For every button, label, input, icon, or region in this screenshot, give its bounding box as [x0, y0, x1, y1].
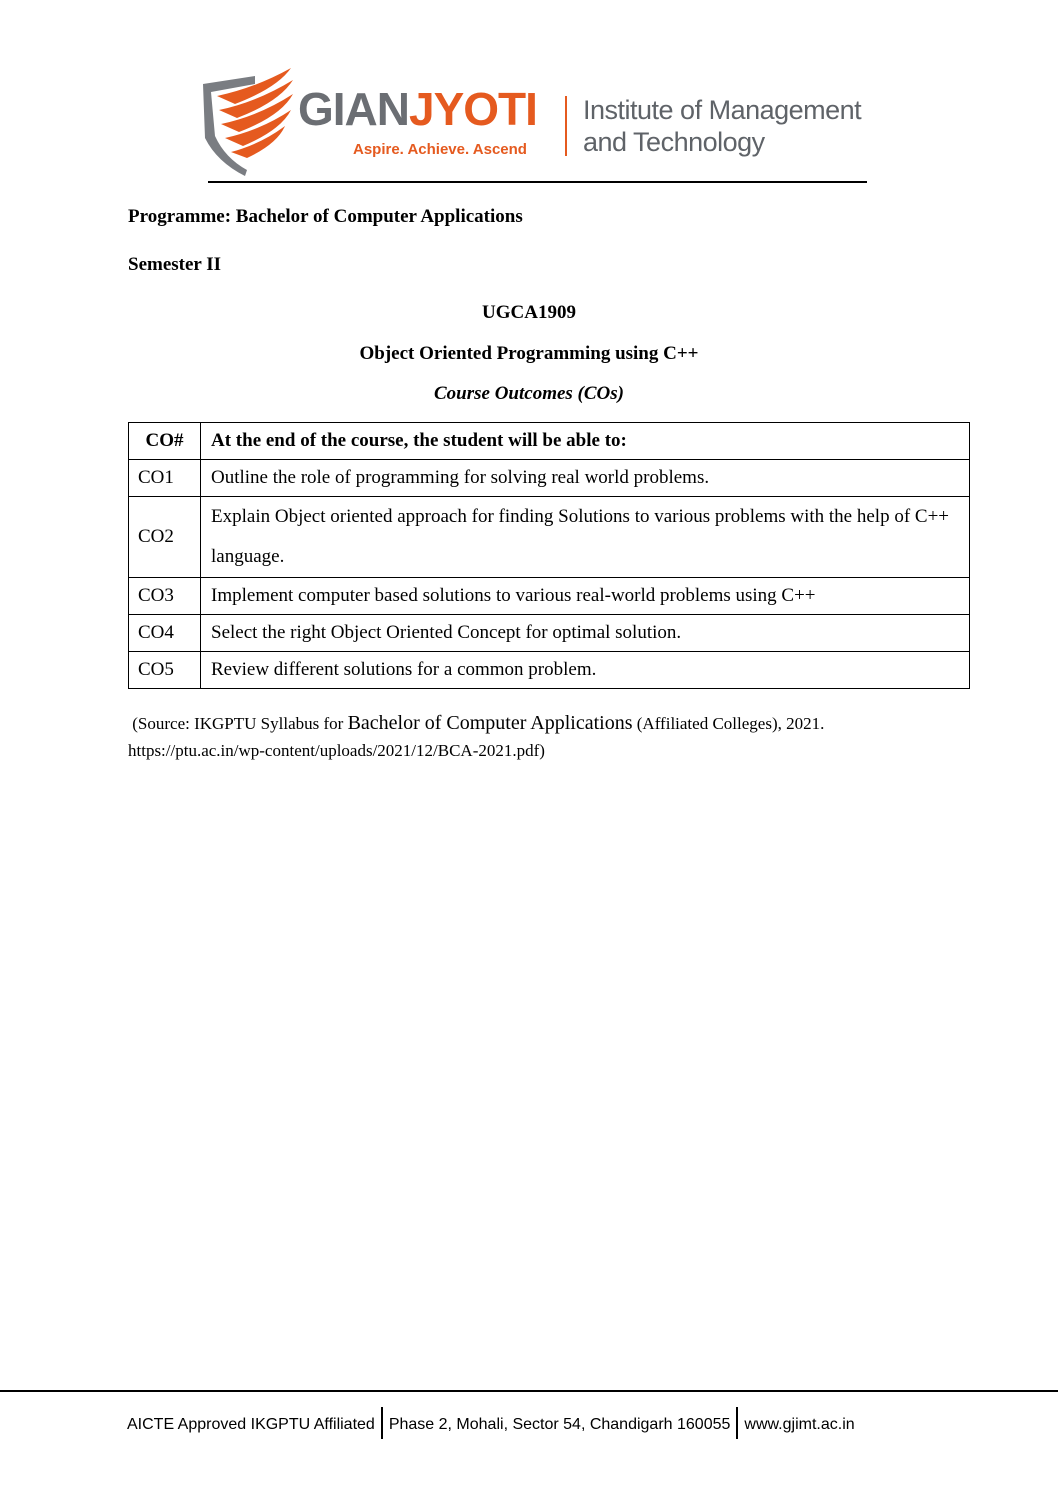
brand-name	[298, 83, 537, 135]
shield-wing-logo-icon	[195, 66, 295, 176]
letterhead	[195, 66, 865, 178]
source-programme: Bachelor of Computer Applications	[347, 712, 633, 734]
source-url: https://ptu.ac.in/wp-content/uploads/2021/12/BCA-2021.pdf)	[128, 741, 545, 760]
header-divider	[565, 96, 567, 156]
co-number: CO1	[129, 460, 201, 497]
table-header-co: CO#	[129, 423, 201, 460]
footer	[127, 1409, 855, 1441]
institute-line-2: and Technology	[583, 127, 765, 157]
course-title: Object Oriented Programming using C++	[359, 343, 699, 364]
co-description: Select the right Object Oriented Concept for optimal solution.	[201, 615, 970, 652]
tagline: Aspire. Achieve. Ascend	[353, 141, 527, 158]
source-citation	[128, 710, 938, 764]
footer-separator	[381, 1407, 383, 1439]
table-header-row	[129, 423, 970, 460]
footer-website: www.gjimt.ac.in	[744, 1416, 855, 1434]
table-row	[129, 497, 970, 578]
table-row	[129, 652, 970, 689]
brand-name-part1: GIAN	[298, 83, 409, 135]
co-description: Outline the role of programming for solving real world problems.	[201, 460, 970, 497]
footer-address: Phase 2, Mohali, Sector 54, Chandigarh 160055	[388, 1416, 731, 1434]
source-prefix: (Source: IKGPTU Syllabus for	[132, 714, 348, 733]
co-number: CO4	[129, 615, 201, 652]
co-number: CO2	[129, 497, 201, 578]
table-header-description: At the end of the course, the student will be able to:	[201, 423, 970, 460]
footer-rule	[0, 1390, 1058, 1392]
table-row	[129, 615, 970, 652]
co-description: Explain Object oriented approach for finding Solutions to various problems with the help of C++ language.	[201, 497, 970, 578]
header-rule	[208, 181, 867, 183]
co-description: Review different solutions for a common problem.	[201, 652, 970, 689]
co-number: CO5	[129, 652, 201, 689]
table-row	[129, 460, 970, 497]
table-row	[129, 578, 970, 615]
outcomes-heading: Course Outcomes (COs)	[433, 383, 624, 404]
co-description: Implement computer based solutions to various real-world problems using C++	[201, 578, 970, 615]
institute-name	[583, 94, 861, 158]
brand-name-part2: JYOTI	[409, 83, 537, 135]
footer-separator	[736, 1407, 738, 1439]
programme-heading: Programme: Bachelor of Computer Applications	[128, 206, 523, 227]
course-code: UGCA1909	[482, 302, 576, 323]
course-outcomes-table	[128, 422, 970, 689]
co-number: CO3	[129, 578, 201, 615]
source-suffix: (Affiliated Colleges), 2021.	[632, 714, 825, 733]
semester-heading: Semester II	[128, 254, 222, 275]
footer-accreditation: AICTE Approved IKGPTU Affiliated	[127, 1416, 375, 1434]
institute-line-1: Institute of Management	[583, 95, 862, 125]
